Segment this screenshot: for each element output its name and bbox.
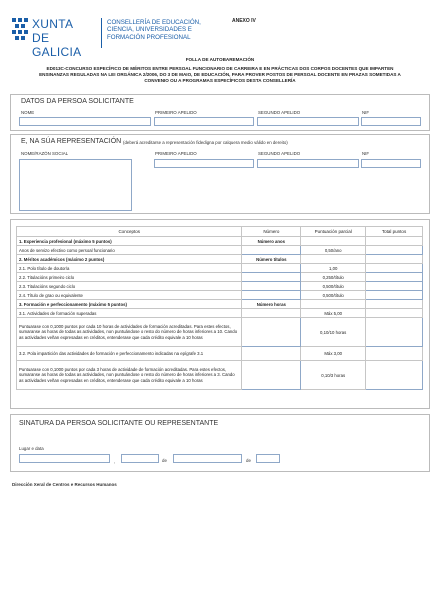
document-titles — [10, 57, 430, 84]
footer-text: Dirección Xeral de Centros e Recursos Humanos — [12, 482, 117, 487]
row-total — [366, 237, 423, 246]
row-score: 0,500/título — [301, 282, 366, 291]
row-label: 2.1. Polo título de doutor/a — [17, 264, 242, 273]
row-score — [301, 237, 366, 246]
logo-text-2: DE GALICIA — [32, 31, 82, 59]
col-conceptos: Conceptos — [17, 227, 242, 237]
rep-segundo-apelido-input[interactable] — [257, 159, 359, 168]
anexo-label: ANEXO IV — [232, 18, 256, 24]
applicant-section — [10, 94, 430, 131]
row-label: 2.2. Titulacións primeiro ciclo — [17, 273, 242, 282]
header-divider — [101, 18, 102, 48]
primeiro-apelido-label: PRIMEIRO APELIDO — [155, 110, 197, 115]
table-row — [17, 309, 423, 318]
nome-razon-input[interactable] — [19, 159, 132, 211]
table-row — [17, 273, 423, 282]
department-name — [107, 19, 201, 41]
row-score: 0,250/título — [301, 273, 366, 282]
col-puntuacion: Puntuación parcial — [301, 227, 366, 237]
grao-input[interactable] — [242, 291, 301, 300]
place-input[interactable] — [19, 454, 110, 463]
total-32-input[interactable] — [366, 361, 423, 390]
row-number-header: Número horas — [242, 300, 301, 309]
dept-line-3: FORMACIÓN PROFESIONAL — [107, 33, 191, 41]
total-22-input[interactable] — [366, 273, 423, 282]
row-total — [366, 255, 423, 264]
applicant-title: DATOS DA PERSOA SOLICITANTE — [21, 98, 134, 105]
nif-input[interactable] — [361, 117, 421, 126]
row-label: Anos de servizo efectivo como persoal funcionario — [17, 246, 242, 255]
month-input[interactable] — [173, 454, 242, 463]
anos-input[interactable] — [242, 246, 301, 255]
representative-note: (deberá acreditarse a representación fidedigna por calquera medio válido en dereito) — [123, 140, 288, 145]
rep-nif-label: NIF — [362, 151, 370, 156]
day-input[interactable] — [121, 454, 159, 463]
horas-imparticion-input[interactable] — [242, 361, 301, 390]
row-label: 2.4. Título de grao ou equivalente — [17, 291, 242, 300]
nome-label: NOME — [21, 110, 35, 115]
total-24-input[interactable] — [366, 291, 423, 300]
dept-line-2: CIENCIA, UNIVERSIDADES E — [107, 26, 192, 34]
table-row — [17, 291, 423, 300]
table-row — [17, 282, 423, 291]
col-total: Total puntos — [366, 227, 423, 237]
main-title: FOLLA DE AUTOBAREMACIÓN — [185, 57, 255, 62]
table-row — [17, 347, 423, 361]
row-score: 0,10/10 horas — [301, 318, 366, 347]
row-number — [242, 309, 301, 318]
comma-separator: , — [114, 459, 116, 464]
scoring-table — [16, 226, 423, 390]
total-23-input[interactable] — [366, 282, 423, 291]
rep-primeiro-apelido-label: PRIMEIRO APELIDO — [155, 151, 197, 156]
row-score: 1,00 — [301, 264, 366, 273]
logo-text-1: XUNTA — [32, 17, 74, 31]
row-label: 3.1. Actividades de formación superadas — [17, 309, 242, 318]
segundo-ciclo-input[interactable] — [242, 282, 301, 291]
row-score: 0,50/ano — [301, 246, 366, 255]
total-21-input[interactable] — [366, 264, 423, 273]
primeiro-ciclo-input[interactable] — [242, 273, 301, 282]
row-score: Máx 5,00 — [301, 309, 366, 318]
doutor-input[interactable] — [242, 264, 301, 273]
row-label: Puntuarase con 0,1000 puntos por cada 3 horas de actividade de formación acreditadas. Para estes efectos, sumaranse as horas de todas as actividades, non puntuándose o resto do número de horas inferiores a 3. Cando as actividades veñan expresadas en créditos, entenderase que cada crédito equivale a 10 horas — [17, 361, 242, 390]
title-line-3: CONVENIO OU A PROGRAMAS ESPECÍFICOS DESTA CONSELLERÍA — [144, 78, 296, 84]
de-label-1: de — [162, 458, 167, 463]
dept-line-1: CONSELLERÍA DE EDUCACIÓN, — [107, 19, 201, 26]
nif-label: NIF — [362, 110, 370, 115]
place-date-label: Lugar e data — [19, 446, 44, 451]
nome-razon-label: NOME/RAZÓN SOCIAL — [21, 151, 69, 156]
row-label: Puntuarase con 0,1000 puntos por cada 10 horas de actividades de formación acreditadas. Para estes efectos, sumaranse as horas de todas as actividades, non puntuándose o resto do número de horas inferiores a 10. Cando as actividades veñan expresadas en créditos, entenderase que cada crédito equivale a 10 horas — [17, 318, 242, 347]
total-31-input[interactable] — [366, 318, 423, 347]
row-total — [366, 309, 423, 318]
xunta-logo — [10, 14, 102, 59]
rep-nif-input[interactable] — [361, 159, 421, 168]
header — [10, 14, 430, 59]
row-total — [366, 300, 423, 309]
galicia-emblem-icon — [10, 16, 30, 46]
table-row — [17, 318, 423, 347]
row-score — [301, 255, 366, 264]
title-line-2: ENSINANZAS REGULADAS NA LEI ORGÁNICA 2/2006, DO 3 DE MAIO, DE EDUCACIÓN, PARA PROVER POSTOS DE PERSOAL DOCENTE EN PRAZAS SOMETIDAS A — [39, 72, 401, 78]
row-label: 2.3. Titulacións segundo ciclo — [17, 282, 242, 291]
row-number-header: Número títulos — [242, 255, 301, 264]
row-score: Máx 3,00 — [301, 347, 366, 361]
rep-segundo-apelido-label: SEGUNDO APELIDO — [258, 151, 301, 156]
representative-section — [10, 134, 430, 214]
table-row — [17, 255, 423, 264]
table-row — [17, 361, 423, 390]
table-row — [17, 246, 423, 255]
signature-section — [10, 414, 430, 472]
row-label: 2. Méritos académicos (máximo 2 puntos) — [17, 255, 242, 264]
year-input[interactable] — [256, 454, 280, 463]
segundo-apelido-label: SEGUNDO APELIDO — [258, 110, 301, 115]
segundo-apelido-input[interactable] — [257, 117, 359, 126]
row-total — [366, 347, 423, 361]
table-row — [17, 300, 423, 309]
col-numero: Número — [242, 227, 301, 237]
representative-title: E, NA SÚA REPRESENTACIÓN — [21, 138, 122, 145]
table-row — [17, 264, 423, 273]
row-number — [242, 347, 301, 361]
row-score: 0,10/3 horas — [301, 361, 366, 390]
table-header-row — [17, 227, 423, 237]
row-score: 0,500/título — [301, 291, 366, 300]
row-label: 3.2. Pola impartición das actividades de formación e perfeccionamento indicadas na epígrafe 3.1 — [17, 347, 242, 361]
horas-formacion-input[interactable] — [242, 318, 301, 347]
row-number-header: Número anos — [242, 237, 301, 246]
primeiro-apelido-input[interactable] — [154, 117, 254, 126]
rep-primeiro-apelido-input[interactable] — [154, 159, 254, 168]
title-line-1: ED013C-CONCURSO ESPECÍFICO DE MÉRITOS ENTRE PERSOAL FUNCIONARIO DE CARREIRA E EN PRÁCTICAS DOS CORPOS DOCENTES QUE IMPARTEN — [46, 66, 394, 72]
row-score — [301, 300, 366, 309]
row-label: 1. Experiencia profesional (máximo 5 puntos) — [17, 237, 242, 246]
row-label: 3. Formación e perfeccionamento (máximo 5 puntos) — [17, 300, 242, 309]
nome-input[interactable] — [19, 117, 151, 126]
table-row — [17, 237, 423, 246]
signature-title: SINATURA DA PERSOA SOLICITANTE OU REPRESENTANTE — [19, 420, 219, 427]
total-1-input[interactable] — [366, 246, 423, 255]
de-label-2: de — [246, 458, 251, 463]
